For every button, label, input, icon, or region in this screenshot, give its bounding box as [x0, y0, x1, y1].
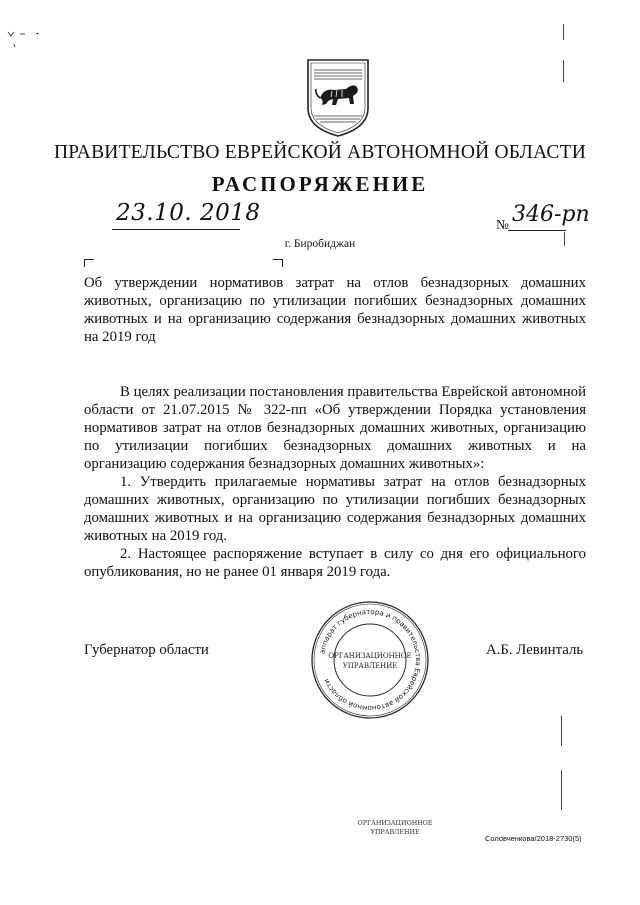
reference-code: Соловченкова/2018-2730(5) [485, 834, 582, 843]
corner-scan-mark [6, 26, 46, 50]
stamp-center-line-1: ОРГАНИЗАЦИОННОЕ [328, 652, 412, 660]
subject-left-corner-mark [84, 259, 94, 267]
government-title: ПРАВИТЕЛЬСТВО ЕВРЕЙСКОЙ АВТОНОМНОЙ ОБЛАСТИ [53, 142, 587, 163]
body-paragraph-preamble: В целях реализации постановления правительства Еврейской автономной области от 21.07.2015 № 322-пп «Об утверждении Порядка установления нормативов затрат на отлов безнадзорных домашних животных, организацию по утилизации погибших безнадзорных домашних животных и на организацию содержания безнадзорных домашних животных»: [84, 384, 586, 472]
round-stamp [308, 598, 432, 722]
number-underline [508, 230, 566, 231]
document-type-heading: РАСПОРЯЖЕНИЕ [211, 172, 429, 196]
scan-edge-mark [563, 24, 564, 40]
stamp-center-line-2: УПРАВЛЕНИЕ [342, 662, 398, 670]
signer-name: А.Б. Левинталь [486, 642, 584, 658]
body-paragraph-item-2: 2. Настоящее распоряжение вступает в силу со дня его официального опубликования, но не ранее 01 января 2019 года. [84, 546, 586, 580]
subject-right-corner-mark [273, 259, 283, 267]
scan-edge-mark [561, 770, 562, 810]
document-subject: Об утверждении нормативов затрат на отлов безнадзорных домашних животных, организацию по утилизации погибших безнадзорных домашних животных и на организацию содержания безнадзорных домашних животных на 2019 год [84, 275, 586, 345]
stamp-ring-text: аппарат губернатора и правительства Еврейской автономной области [318, 607, 423, 713]
date-underline [112, 229, 240, 230]
city-name: г. Биробиджан [284, 238, 356, 250]
scan-edge-mark [561, 716, 562, 746]
handwritten-number: 346-рп [512, 202, 590, 227]
small-stamp-line-2: УПРАВЛЕНИЕ [370, 829, 420, 836]
scan-edge-mark [564, 232, 565, 246]
scan-edge-mark [563, 60, 564, 82]
document-body [84, 383, 586, 581]
small-stamp [357, 812, 433, 846]
number-label: № [496, 217, 509, 232]
body-paragraph-item-1: 1. Утвердить прилагаемые нормативы затрат на отлов безнадзорных домашних животных, организацию по утилизации погибших безнадзорных домашних животных и на организацию содержания безнадзорных домашних животных на 2019 год. [84, 474, 586, 544]
signer-role: Губернатор области [84, 642, 209, 658]
small-stamp-line-1: ОРГАНИЗАЦИОННОЕ [357, 820, 433, 827]
handwritten-date: 23.10. 2018 [116, 200, 261, 226]
tiger-coat-of-arms-icon [302, 56, 374, 140]
